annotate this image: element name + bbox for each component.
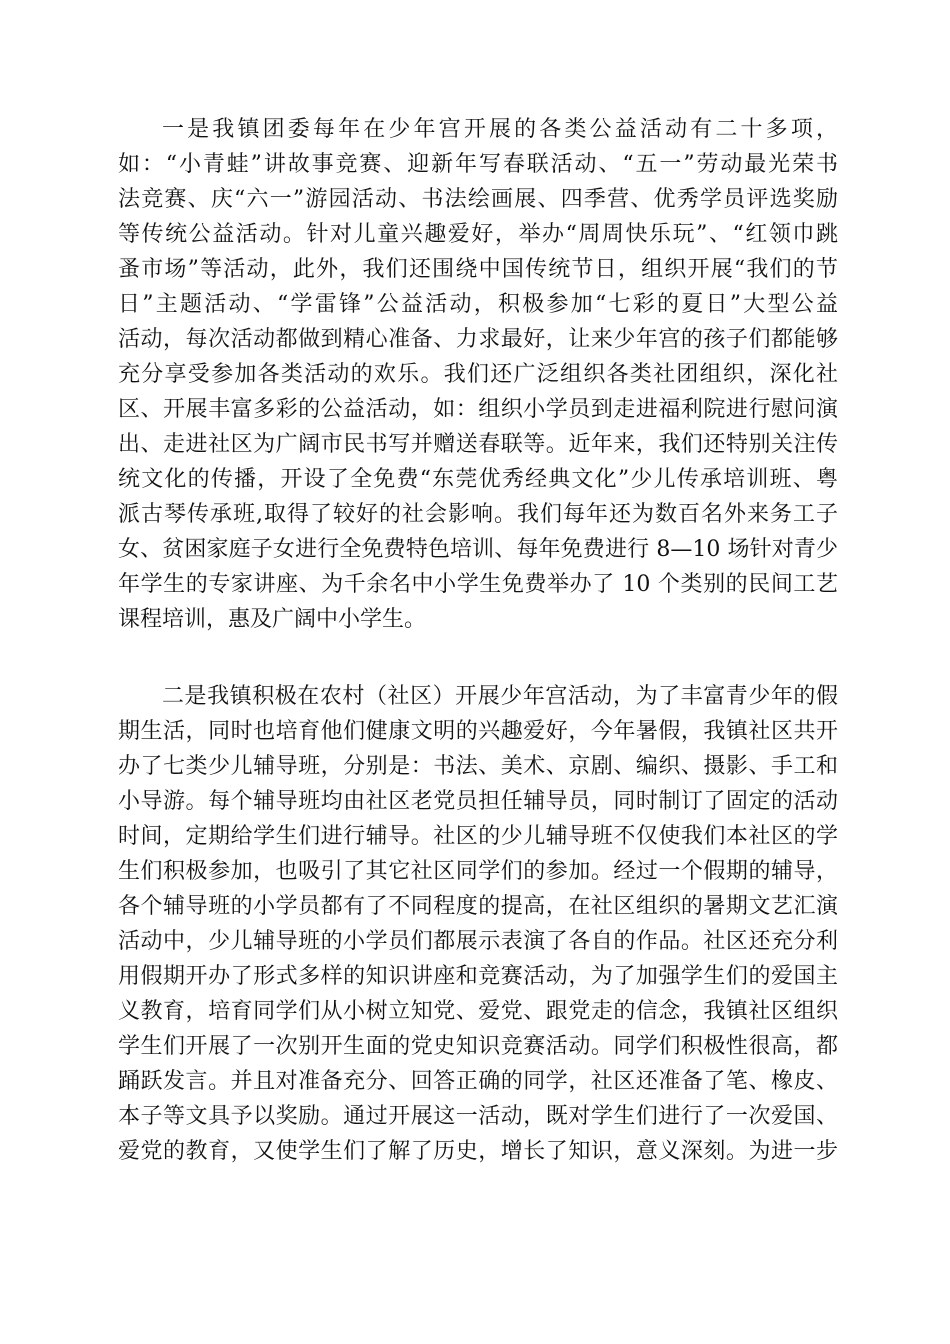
text-line: 生们积极参加，也吸引了其它社区同学们的参加。经过一个假期的辅导， xyxy=(118,859,838,884)
paragraph-spacer xyxy=(118,637,838,679)
text-line: 充分享受参加各类活动的欢乐。我们还广泛组织各类社团组织，深化社 xyxy=(118,362,838,387)
text-line: 学生们开展了一次别开生面的党史知识竞赛活动。同学们积极性很高，都 xyxy=(118,1034,838,1059)
text-line: 如：“小青蛙”讲故事竞赛、迎新年写春联活动、“五一”劳动最光荣书 xyxy=(118,152,838,177)
text-line: 女、贫困家庭子女进行全免费特色培训、每年免费进行 8—10 场针对青少 xyxy=(118,537,838,562)
text-line: 活动，每次活动都做到精心准备、力求最好，让来少年宫的孩子们都能够 xyxy=(118,327,838,352)
text-line: 等传统公益活动。针对儿童兴趣爱好，举办“周周快乐玩”、“红领巾跳 xyxy=(118,222,838,247)
paragraph-2 xyxy=(118,679,838,1169)
text-line: 课程培训，惠及广阔中小学生。 xyxy=(118,607,427,632)
text-line: 活动中，少儿辅导班的小学员们都展示表演了各自的作品。社区还充分利 xyxy=(118,929,838,954)
text-line: 义教育，培育同学们从小树立知党、爱党、跟党走的信念，我镇社区组织 xyxy=(118,999,838,1024)
text-line: 用假期开办了形式多样的知识讲座和竞赛活动，为了加强学生们的爱国主 xyxy=(118,964,838,989)
text-line: 年学生的专家讲座、为千余名中小学生免费举办了 10 个类别的民间工艺 xyxy=(118,572,838,597)
paragraph-1 xyxy=(118,112,838,637)
text-line: 二是我镇积极在农村（社区）开展少年宫活动，为了丰富青少年的假 xyxy=(162,684,838,709)
text-line: 日”主题活动、“学雷锋”公益活动，积极参加“七彩的夏日”大型公益 xyxy=(118,292,838,317)
document-body xyxy=(118,112,838,1169)
text-line: 小导游。每个辅导班均由社区老党员担任辅导员，同时制订了固定的活动 xyxy=(118,789,838,814)
text-line: 办了七类少儿辅导班，分别是：书法、美术、京剧、编织、摄影、手工和 xyxy=(118,754,838,779)
text-line: 踊跃发言。并且对准备充分、回答正确的同学，社区还准备了笔、橡皮、 xyxy=(118,1069,838,1094)
text-line: 期生活，同时也培育他们健康文明的兴趣爱好，今年暑假，我镇社区共开 xyxy=(118,719,838,744)
text-line: 一是我镇团委每年在少年宫开展的各类公益活动有二十多项， xyxy=(162,117,838,142)
text-line: 法竞赛、庆“六一”游园活动、书法绘画展、四季营、优秀学员评选奖励 xyxy=(118,187,838,212)
text-line: 统文化的传播，开设了全免费“东莞优秀经典文化”少儿传承培训班、粤 xyxy=(118,467,838,492)
text-line: 派古琴传承班,取得了较好的社会影响。我们每年还为数百名外来务工子 xyxy=(118,502,838,527)
text-line: 蚤市场”等活动，此外，我们还围绕中国传统节日，组织开展“我们的节 xyxy=(118,257,838,282)
text-line: 时间，定期给学生们进行辅导。社区的少儿辅导班不仅使我们本社区的学 xyxy=(118,824,838,849)
text-line: 本子等文具予以奖励。通过开展这一活动，既对学生们进行了一次爱国、 xyxy=(118,1104,838,1129)
text-line: 出、走进社区为广阔市民书写并赠送春联等。近年来，我们还特别关注传 xyxy=(118,432,838,457)
text-line: 区、开展丰富多彩的公益活动，如：组织小学员到走进福利院进行慰问演 xyxy=(118,397,838,422)
text-line: 各个辅导班的小学员都有了不同程度的提高，在社区组织的暑期文艺汇演 xyxy=(118,894,838,919)
text-line: 爱党的教育，又使学生们了解了历史，增长了知识，意义深刻。为进一步 xyxy=(118,1139,838,1164)
